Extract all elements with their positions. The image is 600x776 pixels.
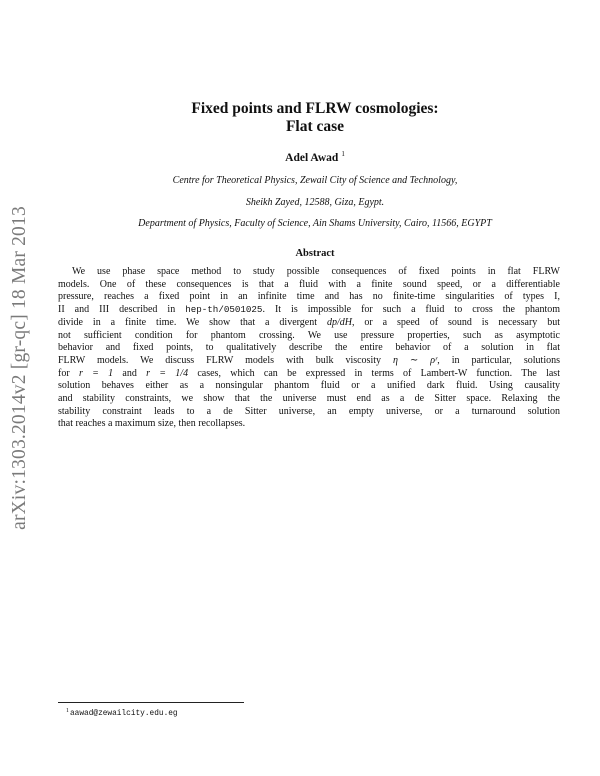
paper-title <box>100 100 530 136</box>
footnote-mark: 1 <box>66 708 69 714</box>
title-line-2: Flat case <box>285 118 345 135</box>
arxiv-stamp <box>3 188 37 548</box>
footnote-rule <box>58 702 244 703</box>
footnote <box>66 708 178 718</box>
author-name: Adel Awad <box>285 152 339 164</box>
abstract-line: not sufficient condition for phantom crossing. We use pressure properties, such as asymptotic <box>58 329 560 341</box>
math-dp-dh: dp/dH <box>326 316 352 328</box>
abstract-line: and stability constraints, we show that the universe must end as a de Sitter space. Relaxing the <box>58 393 560 405</box>
abstract-line: stability constraint leads to a de Sitter universe, an empty universe, or a turnaround solution <box>58 405 560 417</box>
math-r-quarter: r = 1/4 <box>146 367 189 379</box>
abstract-line: II and III described in hep-th/0501025. It is impossible for such a fluid to cross the phantom <box>58 304 560 316</box>
abstract-line: pressure, reaches a fixed point in an infinite time and has no finite-time singularities of types I, <box>58 291 560 303</box>
arxiv-reference: hep-th/0501025 <box>185 304 263 316</box>
abstract-line: that reaches a maximum size, then recollapses. <box>58 418 246 430</box>
arxiv-stamp-text: arXiv:1303.2014v2 [gr-qc] 18 Mar 2013 <box>9 206 31 530</box>
footnote-email[interactable]: aawad@zewailcity.edu.eg <box>70 710 178 718</box>
affiliation-3: Department of Physics, Faculty of Science, Ain Shams University, Cairo, 11566, EGYPT <box>138 218 492 229</box>
math-viscosity: η ∼ ρʳ <box>392 354 438 366</box>
author-footnote-mark: 1 <box>341 150 345 158</box>
math-r-1: r = 1 <box>78 367 114 379</box>
abstract-line: We use phase space method to study possible consequences of fixed points in flat FLRW <box>72 266 560 277</box>
title-line-1: Fixed points and FLRW cosmologies: <box>191 100 439 117</box>
abstract-line: solution behaves either as a nonsingular phantom fluid or a unified dark fluid. Using causality <box>58 380 560 392</box>
affiliation-2: Sheikh Zayed, 12588, Giza, Egypt. <box>245 197 385 208</box>
abstract-line: FLRW models. We discuss FLRW models with bulk viscosity η ∼ ρʳ, in particular, solutions <box>58 354 560 366</box>
abstract-heading: Abstract <box>295 248 335 259</box>
abstract-body <box>58 266 560 431</box>
author <box>100 150 530 164</box>
affiliation-1: Centre for Theoretical Physics, Zewail City of Science and Technology, <box>172 175 458 186</box>
abstract-line: behavior and fixed points, to qualitatively describe the entire behavior of a solution in flat <box>58 342 560 354</box>
abstract-line: models. One of these consequences is that a fluid with a finite sound speed, or a differentiable <box>58 278 560 290</box>
abstract-line: for r = 1 and r = 1/4 cases, which can be expressed in terms of Lambert-W function. The last <box>58 367 560 379</box>
abstract-line: divide in a finite time. We show that a divergent dp/dH, or a speed of sound is necessary but <box>58 316 560 328</box>
